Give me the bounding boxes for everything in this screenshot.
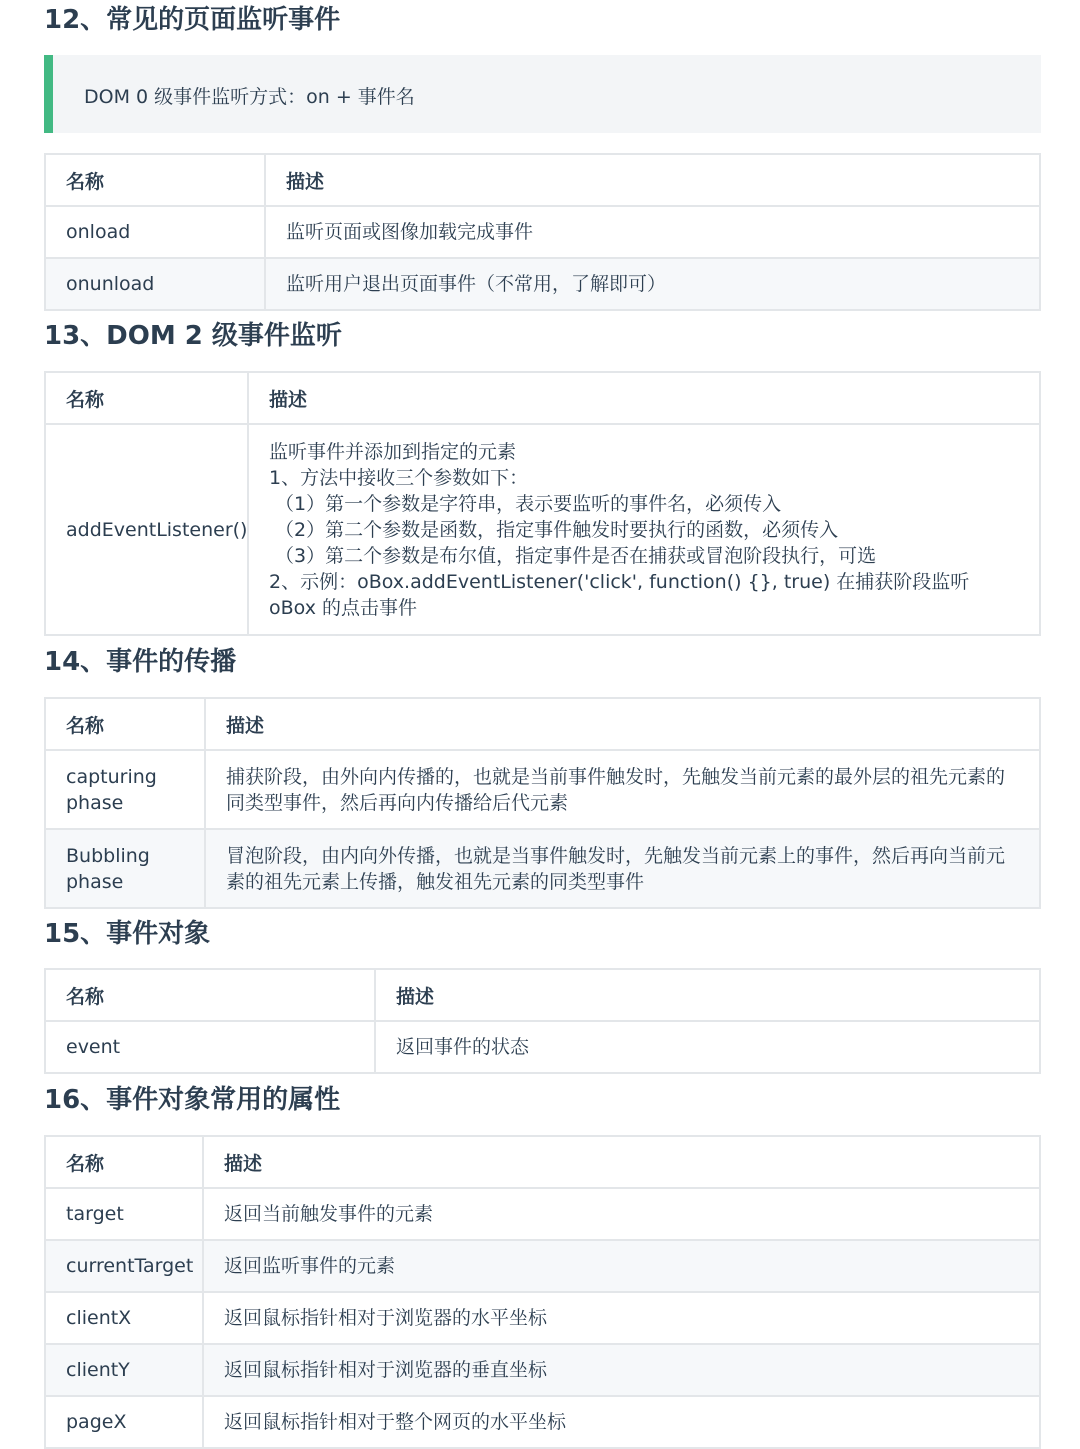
table-row (45, 750, 1040, 829)
cell-name: event (45, 1021, 375, 1073)
cell-description: 监听页面或图像加载完成事件 (265, 206, 1040, 258)
table-header-row (45, 372, 1040, 424)
cell-description: 返回鼠标指针相对于浏览器的垂直坐标 (203, 1344, 1040, 1396)
cell-name: capturing phase (45, 750, 205, 829)
table-row (45, 1292, 1040, 1344)
cell-description: 监听用户退出页面事件（不常用，了解即可） (265, 258, 1040, 310)
cell-name: onunload (45, 258, 265, 310)
table-row (45, 1240, 1040, 1292)
section-12-heading: 12、常见的页面监听事件 (44, 5, 341, 35)
section-15-heading: 15、事件对象 (44, 919, 211, 949)
header-description: 描述 (248, 372, 1040, 424)
table-header-row (45, 1136, 1040, 1188)
table-row (45, 1396, 1040, 1448)
section-14-table (44, 697, 1041, 909)
table-header-row (45, 698, 1040, 750)
header-description: 描述 (265, 154, 1040, 206)
section-12-table (44, 153, 1041, 311)
cell-description (248, 424, 1040, 635)
cell-description: 捕获阶段，由外向内传播的，也就是当前事件触发时，先触发当前元素的最外层的祖先元素的同类型事件，然后再向内传播给后代元素 (205, 750, 1040, 829)
cell-description-text: 监听事件并添加到指定的元素 1、方法中接收三个参数如下： （1）第一个参数是字符串，表示要监听的事件名，必须传入 （2）第二个参数是函数，指定事件触发时要执行的函数，必须传入 （3）第二个参数是布尔值，指定事件是否在捕获或冒泡阶段执行，可选 2、示例：oBox.addEventListener('click', function() {}, true) 在捕获阶段监听 oBox 的点击事件 (269, 440, 970, 619)
cell-description: 冒泡阶段，由内向外传播，也就是当事件触发时，先触发当前元素上的事件，然后再向当前元素的祖先元素上传播，触发祖先元素的同类型事件 (205, 829, 1040, 908)
dom0-note-text: DOM 0 级事件监听方式：on + 事件名 (84, 86, 415, 108)
header-name: 名称 (45, 1136, 203, 1188)
header-name: 名称 (45, 154, 265, 206)
header-description: 描述 (205, 698, 1040, 750)
cell-description: 返回监听事件的元素 (203, 1240, 1040, 1292)
section-14-heading: 14、事件的传播 (44, 647, 237, 677)
header-description: 描述 (375, 969, 1040, 1021)
section-16-table (44, 1135, 1041, 1449)
table-row (45, 206, 1040, 258)
cell-name: clientY (45, 1344, 203, 1396)
cell-name: Bubbling phase (45, 829, 205, 908)
header-name: 名称 (45, 372, 248, 424)
cell-name: clientX (45, 1292, 203, 1344)
cell-description: 返回事件的状态 (375, 1021, 1040, 1073)
table-row (45, 1188, 1040, 1240)
cell-name: addEventListener() (45, 424, 248, 635)
header-name: 名称 (45, 969, 375, 1021)
section-13-heading: 13、DOM 2 级事件监听 (44, 321, 342, 351)
table-header-row (45, 154, 1040, 206)
cell-name: pageX (45, 1396, 203, 1448)
header-name: 名称 (45, 698, 205, 750)
cell-name: onload (45, 206, 265, 258)
table-row (45, 1021, 1040, 1073)
cell-name: currentTarget (45, 1240, 203, 1292)
cell-name: target (45, 1188, 203, 1240)
section-13-table (44, 371, 1041, 636)
section-15-table (44, 968, 1041, 1074)
dom0-note-callout (44, 55, 1041, 133)
table-header-row (45, 969, 1040, 1021)
table-row (45, 829, 1040, 908)
table-row (45, 258, 1040, 310)
table-row (45, 424, 1040, 635)
section-16-heading: 16、事件对象常用的属性 (44, 1085, 341, 1115)
cell-description: 返回鼠标指针相对于整个网页的水平坐标 (203, 1396, 1040, 1448)
table-row (45, 1344, 1040, 1396)
header-description: 描述 (203, 1136, 1040, 1188)
cell-description: 返回鼠标指针相对于浏览器的水平坐标 (203, 1292, 1040, 1344)
cell-description: 返回当前触发事件的元素 (203, 1188, 1040, 1240)
